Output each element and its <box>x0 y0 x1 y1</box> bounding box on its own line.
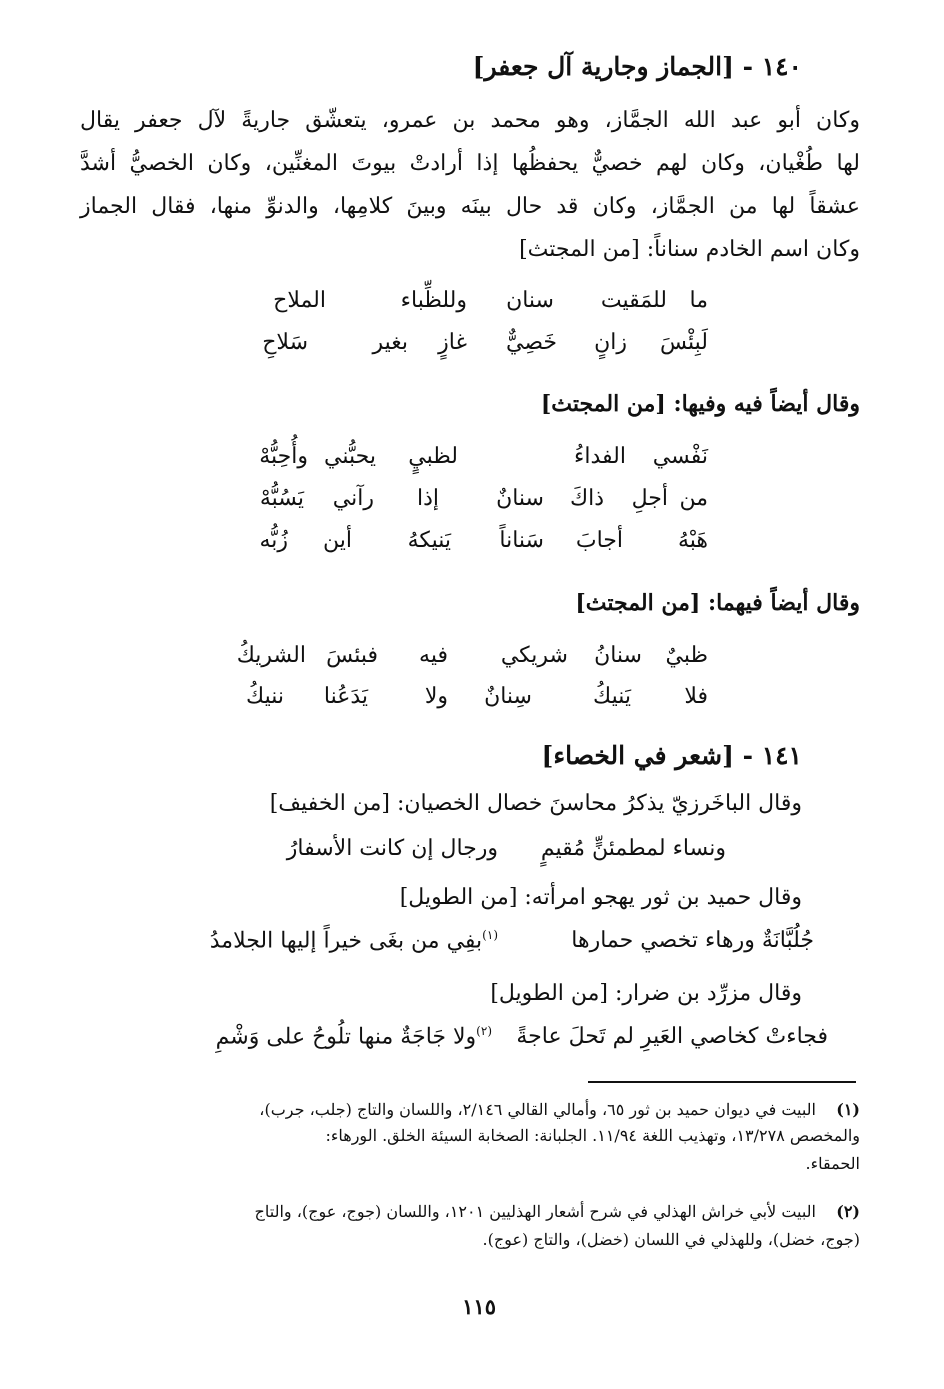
poem-word: ما <box>689 288 708 313</box>
poem-word: ظبيٌ <box>665 643 708 668</box>
verse-hemistich-first: ونساء لمطمئنٍّ مُقيمٍ <box>540 836 726 861</box>
poem-word: سنانٌ <box>496 486 544 511</box>
footnote-line <box>80 1154 860 1182</box>
footnote-text: والمخصص ١٣/٢٧٨، وتهذيب اللغة ١١/٩٤. الجلبانة: الصخابة السيئة الخلق. الورهاء: <box>325 1126 860 1145</box>
verse-hemistich-first: فجاءتْ كخاصي العَيرِ لم تَحلَ عاجةً <box>516 1024 828 1049</box>
poem-word: سنانُ <box>594 643 642 668</box>
poem-word: سنان <box>506 288 554 313</box>
footnote-text: (جوج، خضل)، وللهذلي في اللسان (خضل)، والتاج (عوج). <box>482 1230 860 1249</box>
poem-word: غازٍ <box>438 330 467 355</box>
prose-line: وكان اسم الخادم سناناً: [من المجتث] <box>519 237 860 262</box>
poem-word: سَناناً <box>499 528 544 553</box>
poem-word: الملاح <box>273 288 326 313</box>
poem-intro: وقال مزرِّد بن ضرار: [من الطويل] <box>490 981 802 1006</box>
prose-line: لها طُغْيان، وكان لهم خصيٌّ يحفظُها إذا أرادتْ بيوتَ المغنِّين، وكان الخصيُّ أشدَّ <box>80 151 860 176</box>
poem-word: فبئسَ <box>326 643 378 668</box>
poem-intro: وقال الباخَرزيّ يذكرُ محاسنَ خصال الخصيان: [من الخفيف] <box>269 791 802 816</box>
verse-text: ولا جَاجَةٌ منها تلُوحُ على وَشْمِ <box>215 1024 477 1050</box>
poem-word: لظبيٍ <box>408 444 458 469</box>
poem-intro: وقال أيضاً فيهما: [من المجتث] <box>575 590 860 616</box>
footnote-line <box>80 1126 860 1154</box>
poem-word: ولا <box>424 684 448 709</box>
footnote-line <box>80 1100 860 1126</box>
poem-word: أين <box>323 528 352 553</box>
verse-hemistich-second: ورجال إن كانت الأسفارُ <box>286 836 498 861</box>
poem-word: للمَقيت <box>600 288 667 313</box>
footnote-text: البيت في ديوان حميد بن ثور ٦٥، وأمالي القالي ٢/١٤٦، واللسان والتاج (جلب، جرب)، <box>259 1100 816 1119</box>
poem-word: إذا <box>416 486 439 511</box>
poem-word: يَسُبُّهْ <box>259 486 304 511</box>
footnote-line <box>80 1202 860 1230</box>
poem-word: ذاكَ <box>569 486 604 511</box>
poem-line <box>0 288 944 320</box>
poem-word: لَبِئْسَ <box>659 330 708 355</box>
poem-word: هَبْهُ <box>677 528 708 553</box>
poem-intro: وقال أيضاً فيه وفيها: [من المجتث] <box>540 391 860 417</box>
poem-word: خَصِيٌّ <box>505 330 557 355</box>
poem-line <box>0 486 944 518</box>
poem-intro: وقال حميد بن ثور يهجو امرأته: [من الطويل] <box>399 885 802 910</box>
verse-hemistich-second <box>216 1024 492 1049</box>
prose-line: عشقاً لها من الجمَّاز، وكان قد حال بينَه وبينَ كلامِها، والدنوِّ منها، فقال الجماز <box>80 194 860 219</box>
poem-line <box>0 528 944 560</box>
poem-word: الفداءُ <box>574 444 626 469</box>
verse-hemistich-second <box>210 928 498 953</box>
poem-line <box>0 643 944 675</box>
poem-word: أجابَ <box>575 528 623 553</box>
poem-word: من <box>679 486 708 511</box>
verse-line <box>0 836 944 868</box>
poem-word: فلا <box>684 684 708 709</box>
poem-word: يحبُّني <box>324 444 376 469</box>
poem-word: ننيكُ <box>246 684 284 709</box>
section-140-title: ١٤٠ - [الجماز وجارية آل جعفر] <box>472 52 802 81</box>
footnote-separator <box>588 1081 856 1083</box>
poem-word: الشريكُ <box>236 643 306 668</box>
poem-word: بغير <box>372 330 408 355</box>
poem-word: يَدَعُنا <box>323 684 368 709</box>
verse-text: بفِي من بغَى خيراً إليها الجلامدُ <box>209 928 483 954</box>
poem-word: أجلِ <box>631 486 668 511</box>
poem-word: شريكي <box>500 643 568 668</box>
footnote-1 <box>80 1100 860 1182</box>
poem-word: فيه <box>419 643 448 668</box>
footnote-number: (٢) <box>836 1202 860 1221</box>
verse-line <box>0 928 944 960</box>
poem-word: نَفْسي <box>652 444 708 469</box>
poem-word: يَنيكهُ <box>407 528 451 553</box>
poem-word: وللظِّباء <box>400 288 467 313</box>
poem-line <box>0 684 944 716</box>
footnote-line <box>80 1230 860 1258</box>
page-number: ١١٥ <box>462 1294 496 1319</box>
poem-word: زُبُّه <box>259 528 288 553</box>
footnote-2 <box>80 1202 860 1258</box>
verse-line <box>0 1024 944 1056</box>
poem-word: سَلاحِ <box>262 330 308 355</box>
poem-word: يَنيكُ <box>593 684 631 709</box>
footnote-text: البيت لأبي خراش الهذلي في شرح أشعار الهذليين ١٢٠١، واللسان (جوج، عوج)، والتاج <box>254 1202 816 1221</box>
prose-line: وكان أبو عبد الله الجمَّاز، وهو محمد بن عمرو، يتعشّق جاريةً لآل جعفر يقال <box>80 108 860 133</box>
poem-word: رآني <box>332 486 374 511</box>
poem-word: زانٍ <box>594 330 627 355</box>
footnote-text: الحمقاء. <box>805 1154 860 1173</box>
verse-hemistich-first: جُلُبَّانَةٌ ورهاء تخصي حمارها <box>571 928 814 953</box>
section-141-title: ١٤١ - [شعر في الخصاء] <box>541 741 802 770</box>
poem-word: وأُحِبُّهْ <box>259 444 308 469</box>
poem-word: سِنانٌ <box>484 684 532 709</box>
footnote-ref: (٢) <box>476 1024 492 1038</box>
footnote-number: (١) <box>836 1100 860 1119</box>
poem-line <box>0 444 944 476</box>
footnote-ref: (١) <box>482 928 498 942</box>
poem-line <box>0 330 944 362</box>
